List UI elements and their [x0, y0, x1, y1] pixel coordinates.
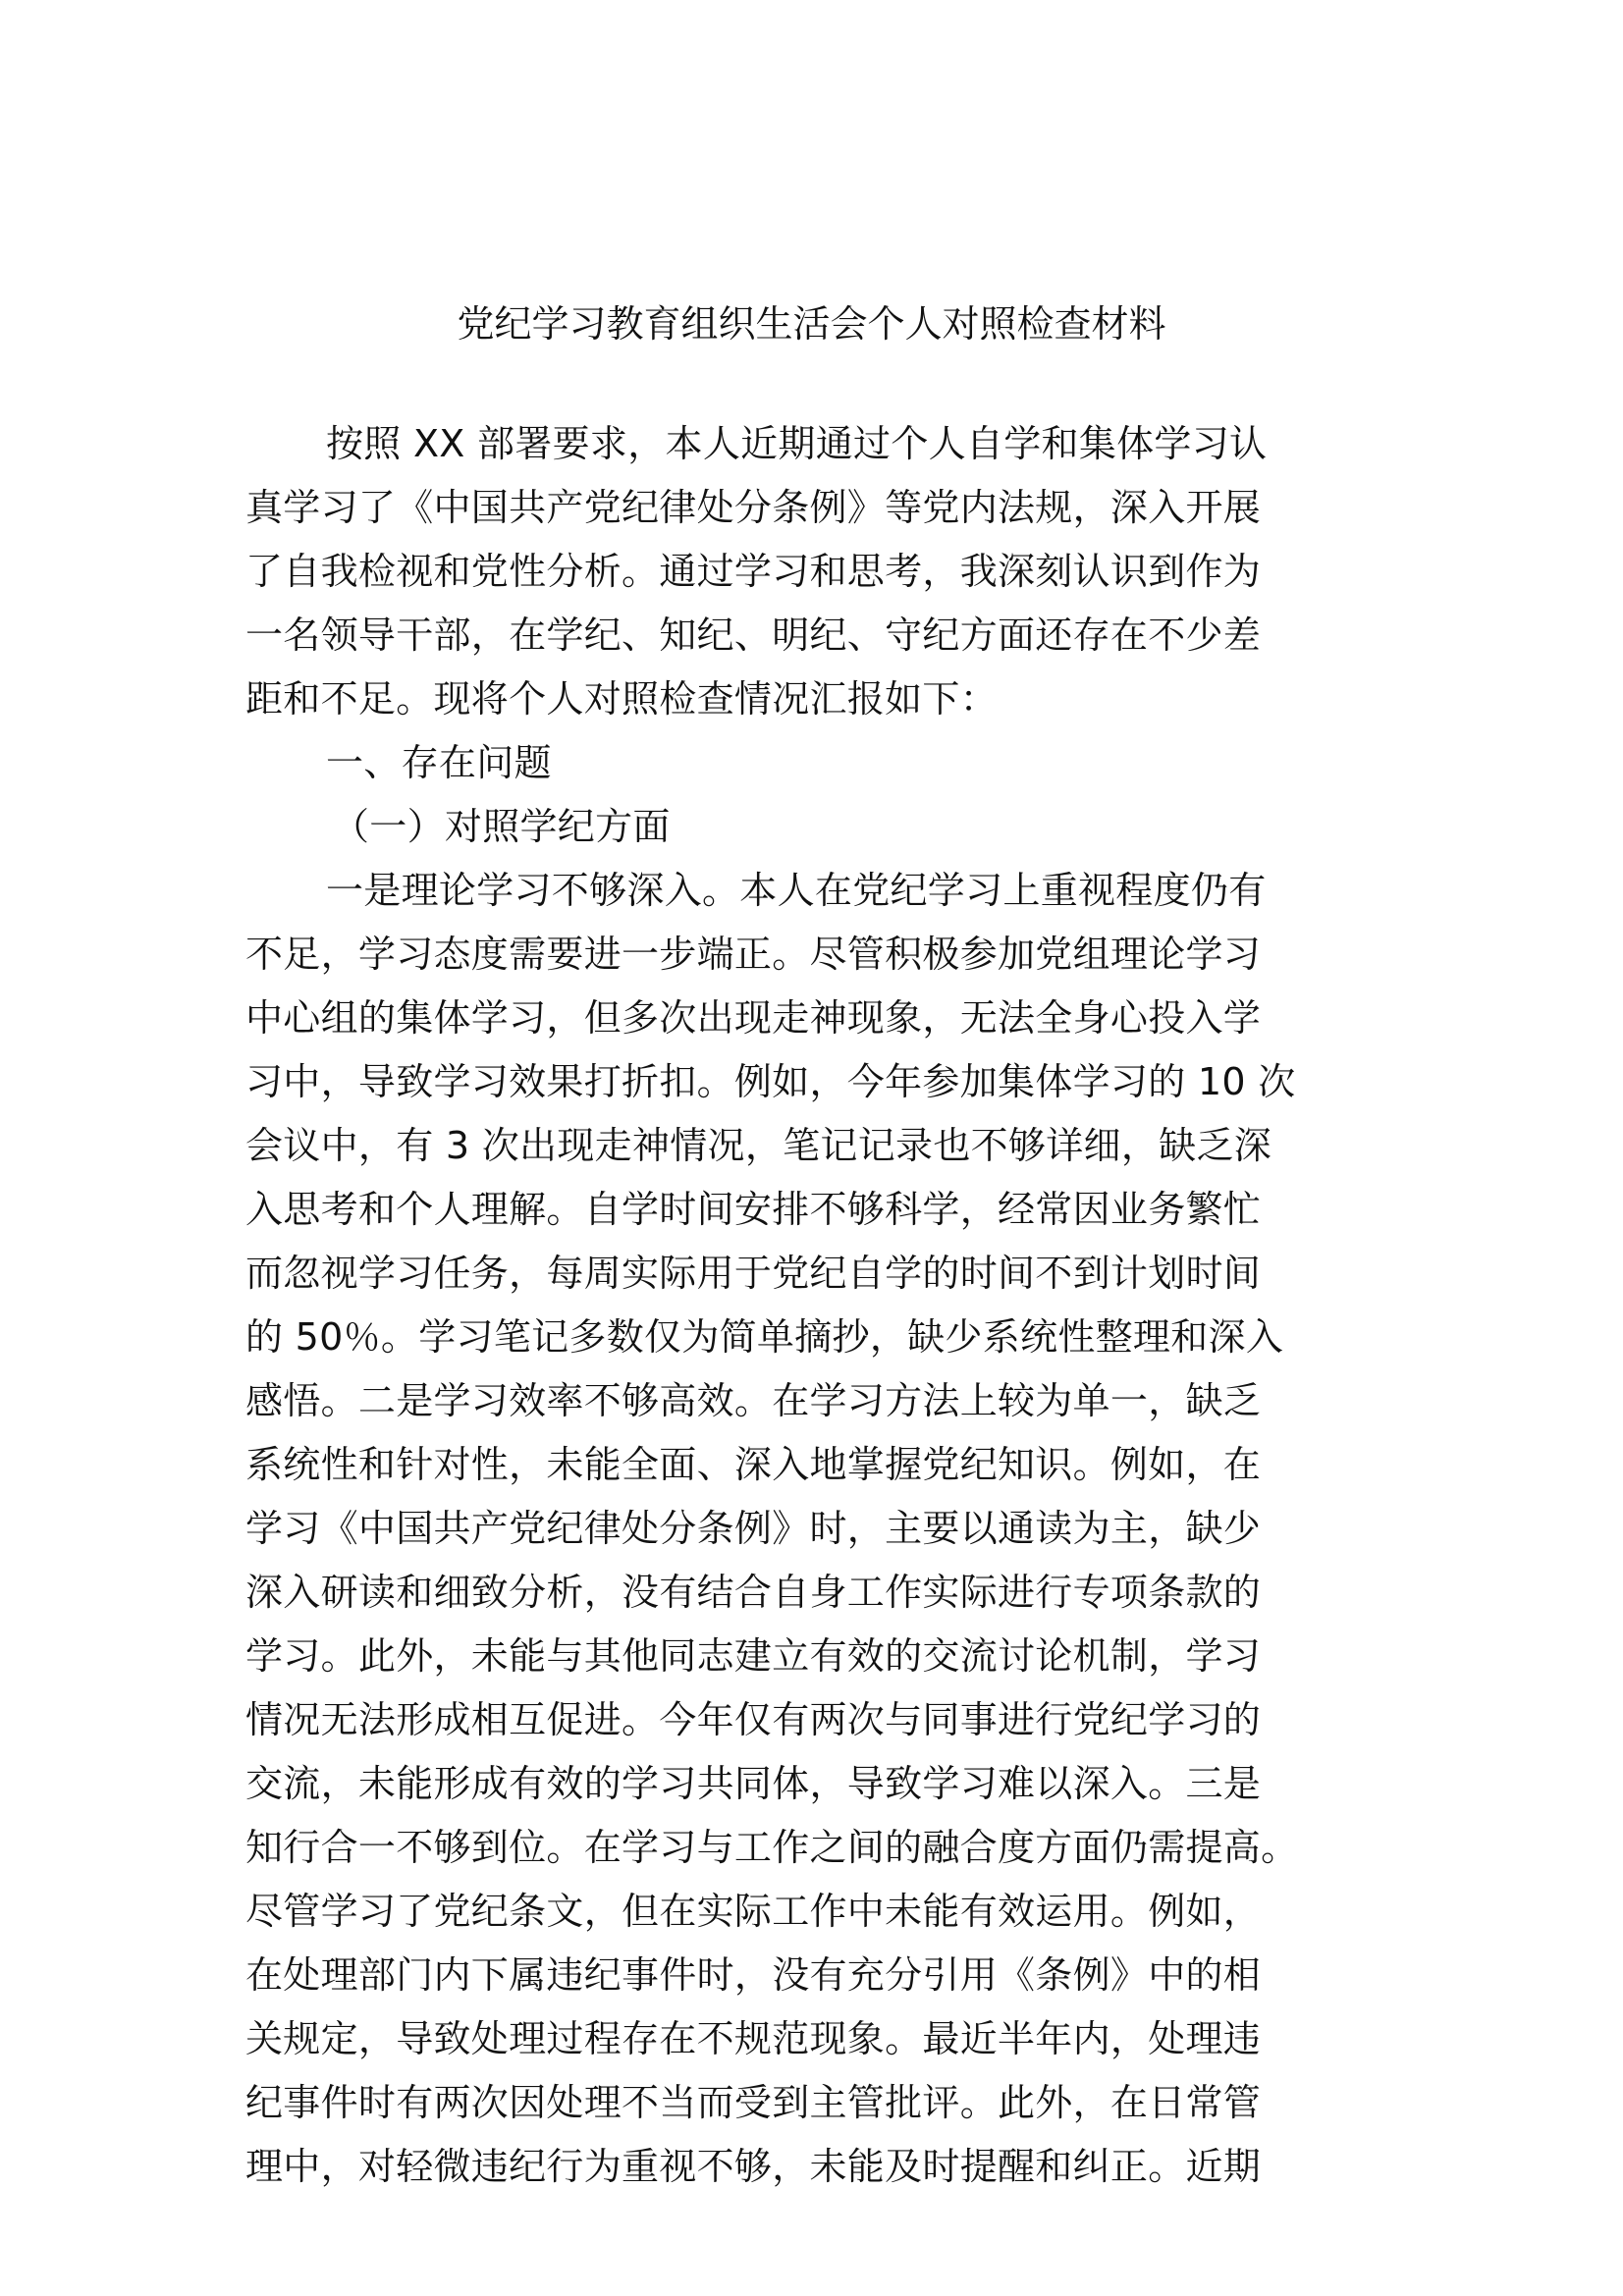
paragraph-line: 在处理部门内下属违纪事件时，没有充分引用《条例》中的相	[245, 1953, 1262, 1997]
paragraph-line: 习中，导致学习效果打折扣。例如，今年参加集体学习的 10 次	[245, 1060, 1296, 1103]
page-title: 党纪学习教育组织生活会个人对照检查材料	[457, 302, 1166, 346]
paragraph-line: 的 50％。学习笔记多数仅为简单摘抄，缺少系统性整理和深入	[245, 1315, 1284, 1359]
paragraph-line: 尽管学习了党纪条文，但在实际工作中未能有效运用。例如，	[245, 1890, 1262, 1933]
paragraph-line: 学习《中国共产党纪律处分条例》时，主要以通读为主，缺少	[245, 1507, 1262, 1550]
paragraph-line: 了自我检视和党性分析。通过学习和思考，我深刻认识到作为	[245, 550, 1262, 593]
paragraph-line: 不足，学习态度需要进一步端正。尽管积极参加党组理论学习	[245, 933, 1262, 976]
paragraph-line: 中心组的集体学习，但多次出现走神现象，无法全身心投入学	[245, 996, 1262, 1040]
paragraph-line: 感悟。二是学习效率不够高效。在学习方法上较为单一，缺乏	[245, 1379, 1262, 1422]
subsection-heading: （一）对照学纪方面	[332, 805, 671, 848]
paragraph-line: 交流，未能形成有效的学习共同体，导致学习难以深入。三是	[245, 1762, 1262, 1805]
paragraph-line: 按照 XX 部署要求，本人近期通过个人自学和集体学习认	[326, 422, 1268, 465]
paragraph-line: 距和不足。现将个人对照检查情况汇报如下：	[245, 677, 999, 721]
paragraph-line: 真学习了《中国共产党纪律处分条例》等党内法规，深入开展	[245, 486, 1262, 529]
paragraph-line: 理中，对轻微违纪行为重视不够，未能及时提醒和纠正。近期	[245, 2145, 1262, 2188]
paragraph-line: 系统性和针对性，未能全面、深入地掌握党纪知识。例如，在	[245, 1443, 1262, 1486]
paragraph-line: 知行合一不够到位。在学习与工作之间的融合度方面仍需提高。	[245, 1826, 1299, 1869]
paragraph-line: 纪事件时有两次因处理不当而受到主管批评。此外，在日常管	[245, 2081, 1262, 2124]
paragraph-line: 深入研读和细致分析，没有结合自身工作实际进行专项条款的	[245, 1571, 1262, 1614]
paragraph-line: 学习。此外，未能与其他同志建立有效的交流讨论机制，学习	[245, 1634, 1262, 1678]
paragraph-line: 关规定，导致处理过程存在不规范现象。最近半年内，处理违	[245, 2017, 1262, 2060]
paragraph-line: 而忽视学习任务，每周实际用于党纪自学的时间不到计划时间	[245, 1252, 1262, 1295]
paragraph-line: 会议中，有 3 次出现走神情况，笔记记录也不够详细，缺乏深	[245, 1124, 1272, 1167]
paragraph-line: 一名领导干部，在学纪、知纪、明纪、守纪方面还存在不少差	[245, 614, 1262, 657]
paragraph-line: 一是理论学习不够深入。本人在党纪学习上重视程度仍有	[326, 869, 1267, 912]
paragraph-line: 情况无法形成相互促进。今年仅有两次与同事进行党纪学习的	[245, 1698, 1262, 1741]
section-heading: 一、存在问题	[326, 741, 552, 784]
document-body	[245, 412, 1386, 2199]
paragraph-line: 入思考和个人理解。自学时间安排不够科学，经常因业务繁忙	[245, 1188, 1262, 1231]
